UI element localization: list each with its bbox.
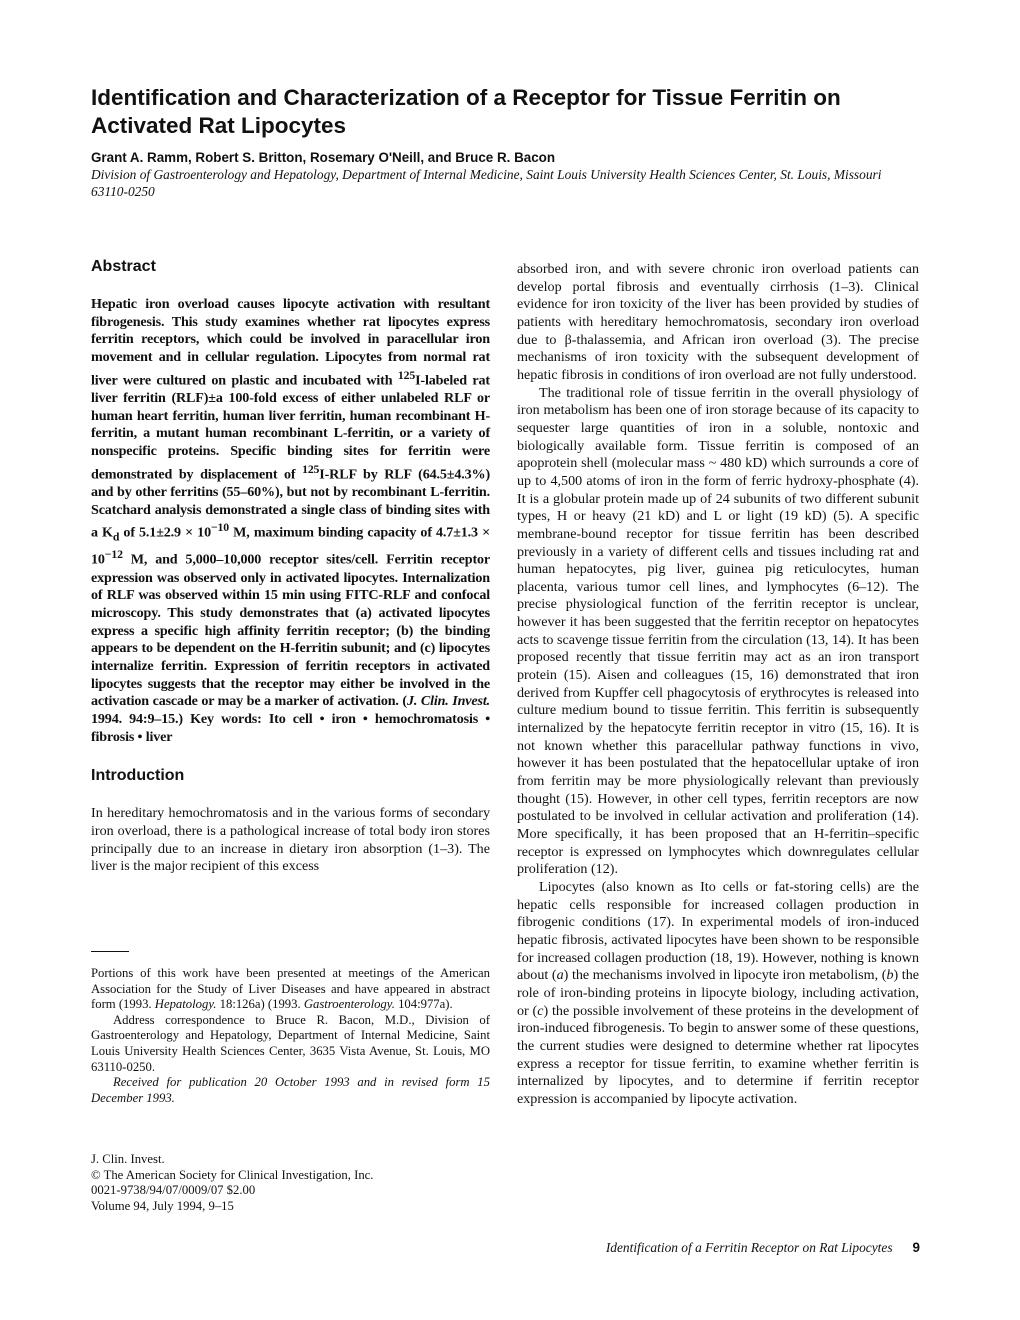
left-column	[91, 257, 490, 876]
body-paragraph-1: absorbed iron, and with severe chronic iron overload patients can develop portal fibrosis and eventually cirrhosis (1–3). Clinical evidence for iron toxicity of the liver has been provided by studies of patients with hereditary hemochromatosis, secondary iron overload due to β-thalassemia, and African iron overload (3). The precise mechanisms of iron toxicity with the subsequent development of hepatic fibrosis in conditions of iron overload are not fully understood.	[517, 261, 919, 383]
copyright-line: © The American Society for Clinical Investigation, Inc.	[91, 1167, 374, 1182]
footnote-received: Received for publication 20 October 1993 and in revised form 15 December 1993.	[91, 1075, 490, 1105]
page-number: 9	[912, 1240, 920, 1255]
abstract-heading: Abstract	[91, 258, 156, 275]
footnote-divider	[91, 951, 129, 952]
running-footer	[540, 1240, 920, 1256]
volume-line: Volume 94, July 1994, 9–15	[91, 1198, 234, 1213]
journal-info	[91, 1152, 490, 1214]
body-paragraph-3: Lipocytes (also known as Ito cells or fat-storing cells) are the hepatic cells responsible for increased collagen production in fibrogenic conditions (17). In experimental models of iron-induced hepatic fibrosis, activated lipocytes have been shown to be responsible for increased collagen production (18, 19). However, nothing is known about (a) the mechanisms involved in lipocyte iron metabolism, (b) the role of iron-binding proteins in lipocyte biology, including activation, or (c) the possible involvement of these proteins in the development of iron-induced fibrogenesis. To begin to answer some of these questions, the current studies were designed to determine whether rat lipocytes express a receptor for tissue ferritin, to examine whether ferritin is internalized by lipocytes, and to determine if ferritin receptor expression is accompanied by lipocyte activation.	[517, 878, 919, 1107]
right-column	[517, 261, 919, 1109]
issn-line: 0021-9738/94/07/0009/07 $2.00	[91, 1183, 256, 1198]
author-list: Grant A. Ramm, Robert S. Britton, Rosemary O'Neill, and Bruce R. Bacon	[91, 150, 556, 165]
author-affiliation: Division of Gastroenterology and Hepatology, Department of Internal Medicine, Saint Louis University Health Sciences Center, St. Louis, Missouri 63110-0250	[91, 167, 882, 199]
article-title: Identification and Characterization of a Receptor for Tissue Ferritin on Activated Rat Lipocytes	[91, 85, 841, 138]
footnote-correspondence: Address correspondence to Bruce R. Bacon, M.D., Division of Gastroenterology and Hepatology, Department of Internal Medicine, Saint Louis University Health Sciences Center, 3635 Vista Avenue, St. Louis, MO 63110-0250.	[91, 1012, 490, 1074]
body-paragraph-2: The traditional role of tissue ferritin in the overall physiology of iron metabolism has been one of iron storage because of its capacity to sequester large quantities of iron in a soluble, nontoxic and biologically available form. Tissue ferritin is composed of an apoprotein shell (molecular mass ~ 480 kD) which surrounds a core of up to 4,500 atoms of iron in the form of ferric hydroxy-phosphate (4). It is a globular protein made up of 24 subunits of two different subunit types, H or heavy (21 kD) and L or light (19 kD) (5). A specific membrane-bound receptor for tissue ferritin has been described previously in a variety of different cells and tissues including rat and human hepatocytes, pig liver, guinea pig reticulocytes, human placenta, various tumor cell lines, and lymphocytes (6–12). The precise physiological function of the ferritin receptor is unclear, however it has been suggested that the ferritin receptor on hepatocytes acts to scavenge tissue ferritin from the circulation (13, 14). It has been proposed recently that tissue ferritin may act as an iron transport protein (15). Aisen and colleagues (15, 16) demonstrated that iron derived from Kupffer cell phagocytosis of erythrocytes is released into culture medium bound to tissue ferritin. This ferritin is subsequently internalized by the hepatocyte ferritin receptor in vitro (15, 16). It is not known whether this paracellular pathway functions in vivo, however it has been postulated that the hepatocellular uptake of iron from ferritin may be more physiologically relevant than previously thought (15). However, in other cell types, ferritin receptors are now postulated to be involved in cellular activation and proliferation (14). More specifically, it has been proposed that an H-ferritin–specific receptor is expressed on lymphocytes which downregulates cellular proliferation (12).	[517, 384, 919, 878]
introduction-heading: Introduction	[91, 767, 185, 785]
introduction-paragraph: In hereditary hemochromatosis and in the various forms of secondary iron overload, there is a pathological increase of total body iron stores principally due to an increase in dietary iron absorption (1–3). The liver is the major recipient of this excess	[91, 805, 490, 875]
footnote-presentation: Portions of this work have been presented at meetings of the American Association for the Study of Liver Diseases and have appeared in abstract form (1993. Hepatology. 18:126a) (1993. Gastroenterology. 104:977a).	[91, 966, 490, 1012]
footnotes	[91, 966, 490, 1106]
running-title: Identification of a Ferritin Receptor on Rat Lipocytes	[605, 1240, 893, 1255]
journal-name: J. Clin. Invest.	[91, 1152, 165, 1166]
abstract-body: Hepatic iron overload causes lipocyte activation with resultant fibrogenesis. This study examines whether rat lipocytes express ferritin receptors, which could be involved in paracellular iron movement and in cellular regulation. Lipocytes from normal rat liver were cultured on plastic and incubated with $^{125}$I-labeled rat liver ferritin (RLF)±a 100-fold excess of either unlabeled RLF or human heart ferritin, human liver ferritin, human recombinant H-ferritin, a mutant human recombinant L-ferritin, or a variety of nonspecific proteins. Specific binding sites for ferritin were demonstrated by displacement of $^{125}$I-RLF by RLF (64.5±4.3%) and by other ferritins (55–60%), but not by recombinant L-ferritin. Scatchard analysis demonstrated a single class of binding sites with a $K_d$ of $5.1\pm 2.9 \times 10^{-10}$ M, maximum binding capacity of $4.7\pm 1.3 \times 10^{-12}$ M, and 5,000–10,000 receptor sites/cell. Ferritin receptor expression was observed only in activated lipocytes. Internalization of RLF was observed within 15 min using FITC-RLF and confocal microscopy. This study demonstrates that (a) activated lipocytes express a specific high affinity ferritin receptor; (b) the binding appears to be dependent on the H-ferritin subunit; and (c) lipocytes internalize ferritin. Expression of ferritin receptors in activated lipocytes suggests that the receptor may either be involved in the activation cascade or may be a marker of activation. (J. Clin. Invest. 1994. 94:9–15.) Key words: Ito cell • iron • hemochromatosis • fibrosis • liver	[91, 296, 490, 745]
